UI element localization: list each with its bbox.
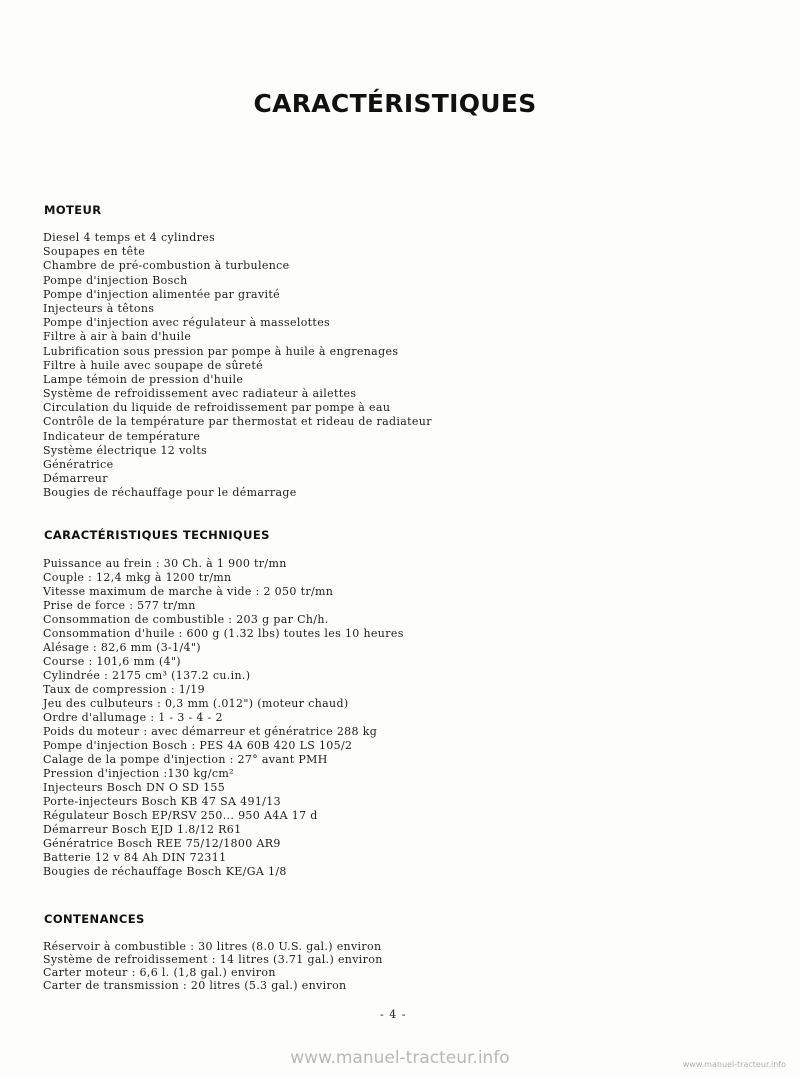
contenances-list: [43, 940, 383, 992]
spec-line: Carter de transmission : 20 litres (5.3 gal.) environ: [43, 979, 347, 992]
spec-line: Pompe d'injection alimentée par gravité: [43, 287, 281, 301]
spec-line: Alésage : 82,6 mm (3-1/4"): [43, 641, 201, 654]
spec-line: Filtre à air à bain d'huile: [43, 330, 192, 344]
spec-line: Lubrification sous pression par pompe à huile à engrenages: [43, 344, 399, 358]
spec-line: Taux de compression : 1/19: [43, 683, 205, 696]
section-heading-techniques: CARACTÉRISTIQUES TECHNIQUES: [44, 528, 270, 542]
spec-line: Poids du moteur : avec démarreur et génératrice 288 kg: [43, 725, 378, 738]
watermark-center: www.manuel-tracteur.info: [290, 1048, 510, 1068]
watermark-right: www.manuel-tracteur.info: [682, 1060, 786, 1069]
spec-line: Bougies de réchauffage pour le démarrage: [43, 486, 297, 500]
spec-line: Ordre d'allumage : 1 - 3 - 4 - 2: [43, 711, 223, 724]
spec-line: Batterie 12 v 84 Ah DIN 72311: [43, 851, 227, 864]
spec-line: Cylindrée : 2175 cm³ (137.2 cu.in.): [43, 669, 251, 682]
moteur-list: [43, 231, 432, 501]
spec-line: Prise de force : 577 tr/mn: [43, 599, 196, 612]
spec-line: Consommation de combustible : 203 g par Ch/h.: [43, 613, 329, 626]
spec-line: Puissance au frein : 30 Ch. à 1 900 tr/mn: [43, 557, 287, 570]
spec-line: Chambre de pré-combustion à turbulence: [43, 259, 290, 273]
page-title: CARACTÉRISTIQUES: [253, 88, 537, 118]
spec-line: Couple : 12,4 mkg à 1200 tr/mn: [43, 571, 232, 584]
spec-line: Pression d'injection :130 kg/cm²: [43, 767, 234, 780]
spec-line: Calage de la pompe d'injection : 27° avant PMH: [43, 753, 328, 766]
section-heading-moteur: MOTEUR: [44, 203, 102, 217]
spec-line: Soupapes en tête: [43, 245, 146, 259]
spec-line: Pompe d'injection avec régulateur à masselottes: [43, 316, 331, 330]
spec-line: Vitesse maximum de marche à vide : 2 050 tr/mn: [43, 585, 334, 598]
spec-line: Démarreur: [43, 472, 108, 486]
spec-line: Diesel 4 temps et 4 cylindres: [43, 231, 216, 244]
spec-line: Consommation d'huile : 600 g (1.32 lbs) toutes les 10 heures: [43, 627, 404, 640]
spec-line: Course : 101,6 mm (4"): [43, 655, 181, 668]
spec-line: Circulation du liquide de refroidissement par pompe à eau: [43, 401, 391, 415]
spec-line: Démarreur Bosch EJD 1.8/12 R61: [43, 823, 242, 836]
spec-line: Porte-injecteurs Bosch KB 47 SA 491/13: [43, 795, 281, 808]
spec-line: Indicateur de température: [43, 429, 201, 443]
spec-line: Bougies de réchauffage Bosch KE/GA 1/8: [43, 865, 287, 878]
spec-line: Contrôle de la température par thermostat et rideau de radiateur: [43, 415, 432, 429]
spec-line: Injecteurs Bosch DN O SD 155: [43, 781, 226, 794]
spec-line: Carter moteur : 6,6 l. (1,8 gal.) environ: [43, 966, 276, 979]
spec-line: Pompe d'injection Bosch : PES 4A 60B 420 LS 105/2: [43, 739, 353, 752]
section-heading-contenances: CONTENANCES: [44, 912, 145, 926]
spec-line: Lampe témoin de pression d'huile: [43, 372, 244, 386]
spec-line: Réservoir à combustible : 30 litres (8.0 U.S. gal.) environ: [43, 940, 382, 953]
spec-line: Génératrice Bosch REE 75/12/1800 AR9: [43, 837, 281, 850]
techniques-list: [43, 557, 404, 879]
spec-line: Système électrique 12 volts: [43, 443, 208, 457]
spec-line: Jeu des culbuteurs : 0,3 mm (.012") (moteur chaud): [43, 697, 349, 710]
spec-line: Filtre à huile avec soupape de sûreté: [43, 358, 263, 372]
spec-line: Pompe d'injection Bosch: [43, 273, 188, 287]
page-number: - 4 -: [380, 1008, 407, 1021]
spec-line: Injecteurs à têtons: [43, 301, 155, 315]
spec-line: Régulateur Bosch EP/RSV 250... 950 A4A 17 d: [43, 809, 318, 822]
spec-line: Système de refroidissement avec radiateur à ailettes: [43, 387, 357, 401]
spec-line: Système de refroidissement : 14 litres (3.71 gal.) environ: [43, 953, 383, 966]
spec-line: Génératrice: [43, 458, 114, 471]
